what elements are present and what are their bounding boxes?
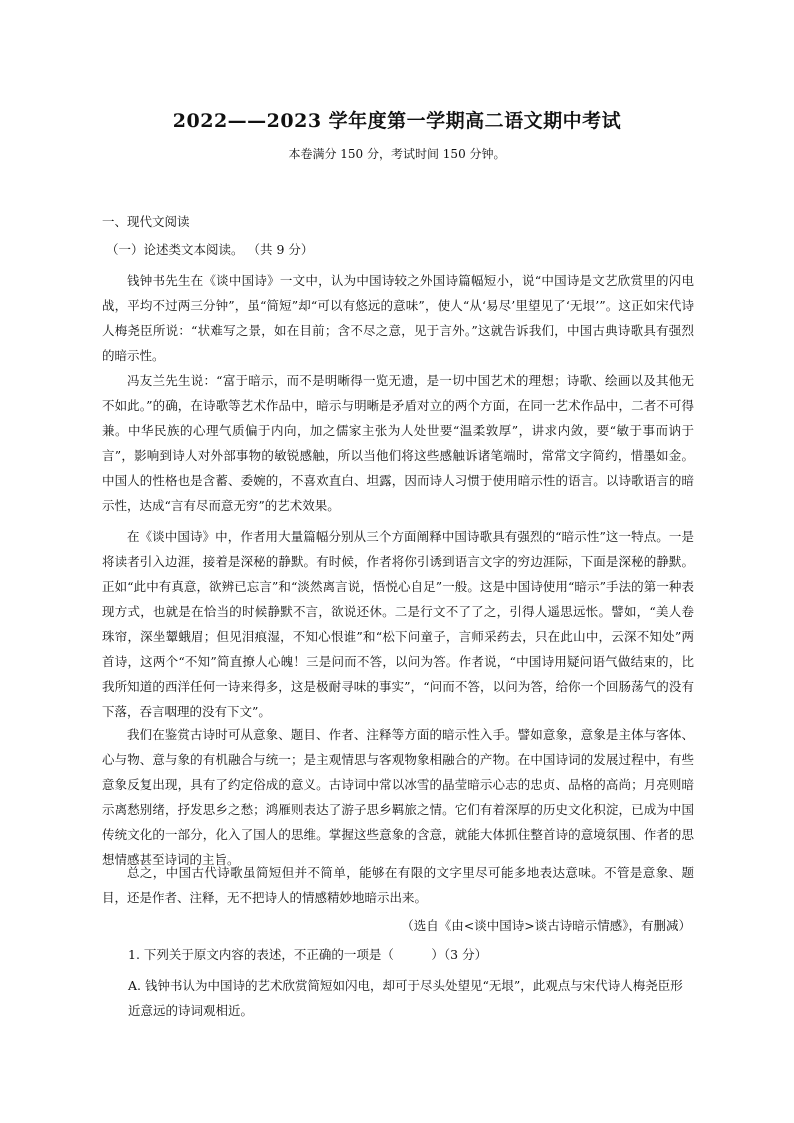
option-a: A. 钱钟书认为中国诗的艺术欣赏简短如闪电，却可于尽头处望见“无垠”，此观点与宋代诗人梅尧臣形近意远的诗词观相近。 bbox=[128, 978, 683, 1018]
exam-subtitle: 本卷满分 150 分，考试时间 150 分钟。 bbox=[288, 147, 506, 161]
paragraph-2: 冯友兰先生说：“富于暗示，而不是明晰得一览无遗，是一切中国艺术的理想；诗歌、绘画以及其他无不如此。”的确，在诗歌等艺术作品中，暗示与明晰是矛盾对立的两个方面，在同一艺术作品中，二者不可得兼。中华民族的心理气质偏于内向，加之儒家主张为人处世要“温柔敦厚”，讲求内敛，要“敏于事而讷于言”，影响到诗人对外部事物的敏锐感触，所以当他们将这些感触诉诸笔端时，常常文字简约，惜墨如金。中国人的性格也是含蓄、委婉的，不喜欢直白、坦露，因而诗人习惯于使用暗示性的语言。以诗歌语言的暗示性，达成“言有尽而意无穷”的艺术效果。 bbox=[102, 373, 694, 513]
question-stem: 1. 下列关于原文内容的表述，不正确的一项是（ ）（3 分） bbox=[128, 947, 488, 962]
paragraph-3: 在《谈中国诗》中，作者用大量篇幅分别从三个方面阐释中国诗歌具有强烈的“暗示性”这一特点。一是将读者引入边涯，接着是深秘的静默。有时候，作者将你引诱到语言文字的穷边涯际，下面是深秘的静默。正如“此中有真意，欲辨已忘言”和“淡然离言说，悟悦心自足”一般。这是中国诗使用“暗示”手法的第一种表现方式，也就是在恰当的时候静默不言，欲说还休。二是行文不了了之，引得人遥思远怅。譬如，“美人卷珠帘，深坐颦蛾眉；但见泪痕湿，不知心恨谁”和“松下问童子，言师采药去，只在此山中，云深不知处”两首诗，这两个“不知”简直撩人心魄！三是问而不答，以问为答。作者说，“中国诗用疑问语气做结束的，比我所知道的西洋任何一诗来得多，这是极耐寻味的事实”，“问而不答，以问为答，给你一个回肠荡气的没有下落，吞言咽理的没有下文”。 bbox=[102, 529, 694, 719]
paragraph-1: 钱钟书先生在《谈中国诗》一文中，认为中国诗较之外国诗篇幅短小，说“中国诗是文艺欣赏里的闪电战，平均不过两三分钟”，虽“简短”却“可以有悠远的意味”，使人“从‘易尽’里望见了‘无垠’”。这正如宋代诗人梅尧臣所说：“状难写之景，如在目前；含不尽之意，见于言外。”这就告诉我们，中国古典诗歌具有强烈的暗示性。 bbox=[102, 273, 694, 363]
source-citation: （选自《由<谈中国诗>谈古诗暗示情感》，有删减） bbox=[401, 918, 691, 933]
paragraph-5: 总之，中国古代诗歌虽简短但并不简单，能够在有限的文字里尽可能多地表达意味。不管是意象、题目，还是作者、注释，无不把诗人的情感精妙地暗示出来。 bbox=[102, 865, 694, 905]
section-subheading: （一）论述类文本阅读。 （共 9 分） bbox=[106, 242, 314, 257]
paragraph-4: 我们在鉴赏古诗时可从意象、题目、作者、注释等方面的暗示性入手。譬如意象，意象是主体与客体、心与物、意与象的有机融合与统一；是主观情思与客观物象相融合的产物。在中国诗词的发展过程中，有些意象反复出现，具有了约定俗成的意义。古诗词中常以冰雪的晶莹暗示心志的忠贞、品格的高尚；月亮则暗示离愁别绪，抒发思乡之愁；鸿雁则表达了游子思乡羁旅之情。它们有着深厚的历史文化积淀，已成为中国传统文化的一部分，化入了国人的思维。掌握这些意象的含意，就能大体抓住整首诗的意境氛围、作者的思想情感甚至诗词的主旨。 bbox=[102, 727, 694, 867]
exam-title: 2022——2023 学年度第一学期高二语文期中考试 bbox=[172, 110, 622, 132]
section-heading: 一、现代文阅读 bbox=[102, 214, 190, 229]
